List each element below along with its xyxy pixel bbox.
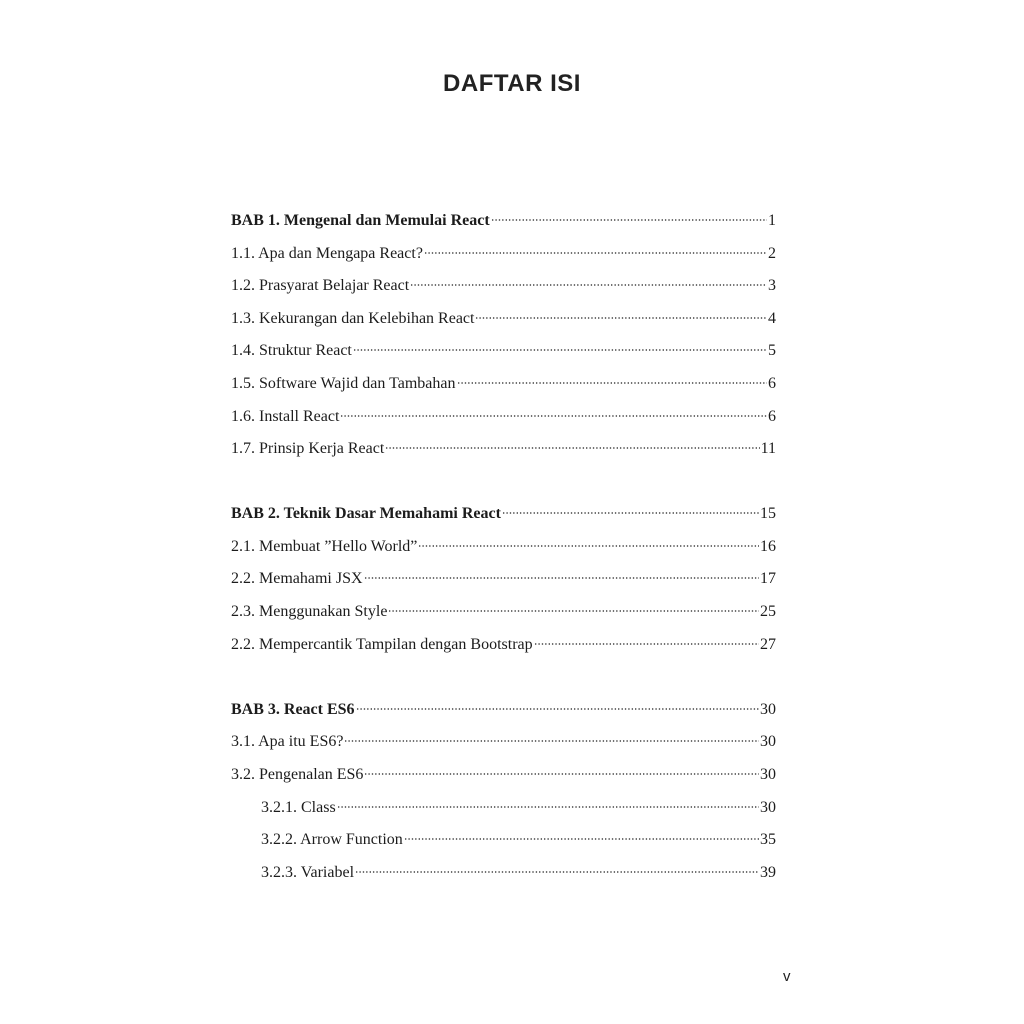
toc-entry-page-number: 4 xyxy=(768,309,776,327)
toc-subsection-entry xyxy=(231,792,776,825)
toc-entry-page-number: 6 xyxy=(768,407,776,425)
toc-chapter-entry xyxy=(231,498,776,531)
dot-leader xyxy=(353,349,767,351)
toc-section-entry xyxy=(231,563,776,596)
dot-leader xyxy=(424,252,767,254)
dot-leader xyxy=(364,577,759,579)
toc-entry-page-number: 27 xyxy=(760,635,776,653)
toc-entry-page-number: 30 xyxy=(760,700,776,718)
dot-leader xyxy=(340,415,767,417)
toc-subsection-entry xyxy=(231,857,776,890)
toc-entry-page-number: 35 xyxy=(760,831,776,849)
dot-leader xyxy=(404,838,759,840)
toc-entry-page-number: 39 xyxy=(760,863,776,881)
dot-leader xyxy=(364,773,759,775)
toc-entry-title: 1.6. Install React xyxy=(231,407,340,425)
toc-entry-title: BAB 3. React ES6 xyxy=(231,700,355,718)
toc-entry-title: 3.1. Apa itu ES6? xyxy=(231,733,344,751)
toc-section-entry xyxy=(231,596,776,629)
toc-subsection-entry xyxy=(231,824,776,857)
dot-leader xyxy=(534,643,759,645)
toc-chapter-group xyxy=(231,498,776,661)
dot-leader xyxy=(418,545,759,547)
toc-entry-title: 2.1. Membuat ”Hello World” xyxy=(231,537,418,555)
dot-leader xyxy=(344,740,759,742)
page-title: DAFTAR ISI xyxy=(443,70,581,97)
toc-entry-page-number: 15 xyxy=(760,505,776,523)
dot-leader xyxy=(475,317,767,319)
toc-section-entry xyxy=(231,303,776,336)
toc-section-entry xyxy=(231,401,776,434)
toc-entry-page-number: 2 xyxy=(768,244,776,262)
toc-entry-page-number: 17 xyxy=(760,570,776,588)
dot-leader xyxy=(410,284,767,286)
toc-entry-title: 2.2. Memahami JSX xyxy=(231,570,363,588)
page-number: v xyxy=(783,968,791,985)
toc-entry-page-number: 25 xyxy=(760,603,776,621)
toc-entry-page-number: 6 xyxy=(768,374,776,392)
toc-section-entry xyxy=(231,270,776,303)
toc-entry-page-number: 11 xyxy=(760,440,776,458)
dot-leader xyxy=(491,219,767,221)
table-of-contents xyxy=(231,205,776,889)
toc-section-entry xyxy=(231,368,776,401)
toc-chapter-entry xyxy=(231,694,776,727)
dot-leader xyxy=(337,806,759,808)
toc-entry-page-number: 3 xyxy=(768,277,776,295)
toc-entry-title: 3.2. Pengenalan ES6 xyxy=(231,765,364,783)
toc-entry-page-number: 30 xyxy=(760,765,776,783)
dot-leader xyxy=(385,447,759,449)
toc-entry-title: 1.5. Software Wajid dan Tambahan xyxy=(231,374,456,392)
dot-leader xyxy=(502,512,759,514)
toc-entry-page-number: 5 xyxy=(768,342,776,360)
toc-section-entry xyxy=(231,335,776,368)
toc-section-entry xyxy=(231,531,776,564)
toc-entry-page-number: 30 xyxy=(760,733,776,751)
toc-chapter-group xyxy=(231,205,776,466)
toc-entry-title: 1.3. Kekurangan dan Kelebihan React xyxy=(231,309,475,327)
toc-entry-page-number: 30 xyxy=(760,798,776,816)
toc-entry-title: 2.2. Mempercantik Tampilan dengan Bootstrap xyxy=(231,635,533,653)
toc-section-entry xyxy=(231,629,776,662)
toc-entry-title: 3.2.2. Arrow Function xyxy=(261,831,403,849)
toc-entry-title: 3.2.1. Class xyxy=(261,798,336,816)
toc-section-entry xyxy=(231,726,776,759)
toc-section-entry xyxy=(231,238,776,271)
toc-entry-page-number: 1 xyxy=(768,212,776,229)
toc-entry-title: BAB 2. Teknik Dasar Memahami React xyxy=(231,505,501,523)
toc-entry-title: 2.3. Menggunakan Style xyxy=(231,603,388,621)
toc-entry-title: BAB 1. Mengenal dan Memulai React xyxy=(231,212,490,229)
toc-entry-title: 1.1. Apa dan Mengapa React? xyxy=(231,244,423,262)
toc-entry-title: 1.4. Struktur React xyxy=(231,342,352,360)
toc-entry-title: 1.7. Prinsip Kerja React xyxy=(231,440,385,458)
toc-entry-page-number: 16 xyxy=(760,537,776,555)
toc-chapter-entry xyxy=(231,205,776,238)
toc-section-entry xyxy=(231,433,776,466)
toc-entry-title: 1.2. Prasyarat Belajar React xyxy=(231,277,410,295)
toc-section-entry xyxy=(231,759,776,792)
dot-leader xyxy=(457,382,768,384)
toc-entry-title: 3.2.3. Variabel xyxy=(261,863,355,881)
dot-leader xyxy=(388,610,759,612)
dot-leader xyxy=(356,708,759,710)
toc-chapter-group xyxy=(231,694,776,890)
dot-leader xyxy=(355,871,759,873)
